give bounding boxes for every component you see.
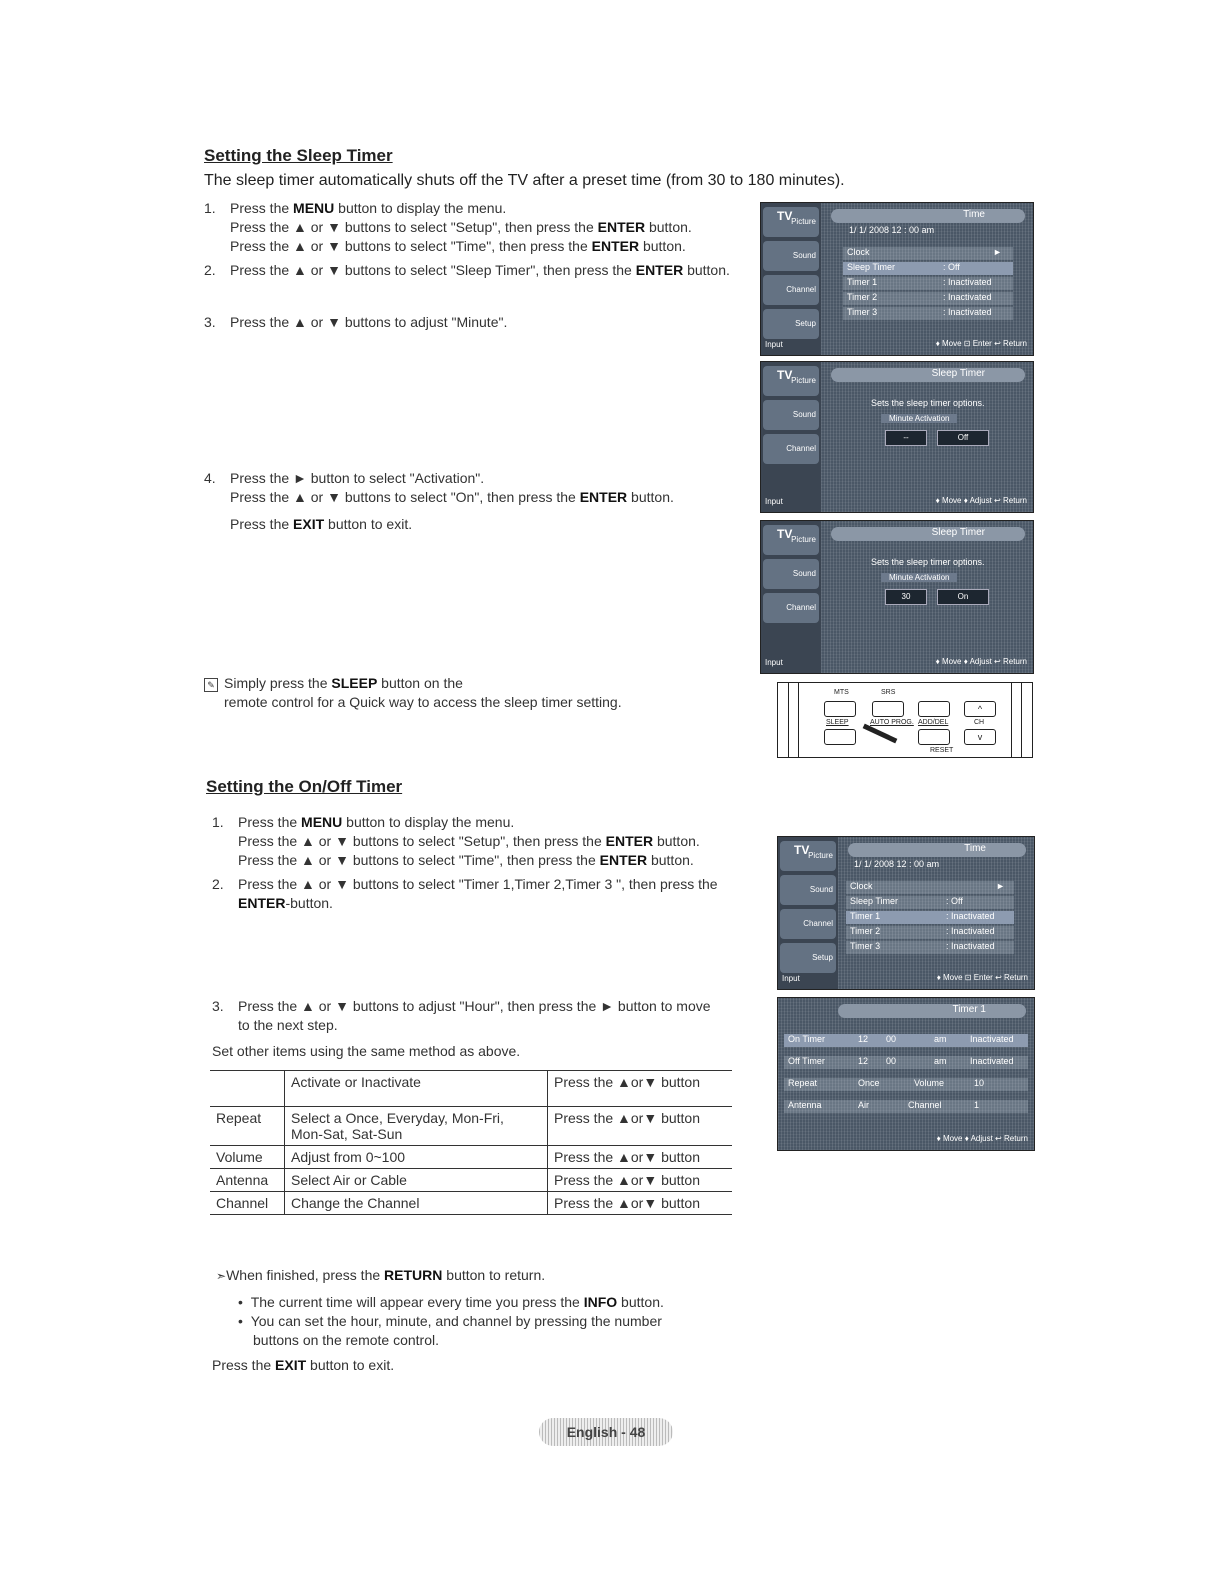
remote-edge (798, 683, 799, 757)
step-number: 1. (212, 814, 224, 830)
menu-footer: ♦ Move ⊡ Enter ↩ Return (936, 973, 1028, 982)
enter-key: ENTER (597, 219, 646, 235)
bullet-icon: • (238, 1294, 251, 1310)
step-text: Press the ▲ or ▼ buttons to select "Setup", then press the (230, 219, 598, 235)
ch-up-button: ^ (964, 701, 996, 717)
sleep-step-4-exit (230, 515, 412, 534)
step-number: 3. (212, 998, 224, 1014)
enter-key: ENTER (238, 895, 286, 911)
exit-key: EXIT (275, 1357, 307, 1373)
bullet-text: button. (617, 1294, 664, 1310)
table-cell: Repeat (210, 1107, 285, 1146)
table-cell: Antenna (210, 1169, 285, 1192)
minute-value: -- (885, 430, 927, 446)
menu-key: MENU (293, 200, 335, 216)
tv-timer1-screenshot (777, 997, 1035, 1151)
step-text: button to display the menu. (342, 814, 515, 830)
table-row (210, 1169, 732, 1192)
menu-row-sleep-timer: Sleep Timer : Off (843, 262, 1013, 275)
step-text: button. (645, 219, 692, 235)
step-text: -button. (285, 895, 333, 911)
menu-title: Sleep Timer (831, 527, 1025, 541)
step-text: button. (627, 489, 674, 505)
step-text: Press the ▲ or ▼ buttons to select "Setup", then press the (238, 833, 606, 849)
step-text: Press the ▲ or ▼ buttons to adjust "Hour", then press the ► button to move (238, 998, 711, 1014)
tv-logo: TV (794, 843, 810, 857)
menu-subtitle: Sets the sleep timer options. (871, 557, 985, 567)
bullet-text: buttons on the remote control. (253, 1332, 439, 1348)
reset-label: RESET (930, 747, 954, 754)
table-cell: Press the ▲or▼ button (548, 1169, 733, 1192)
note-text: button to return. (442, 1267, 546, 1283)
bullet-icon: • (238, 1313, 251, 1329)
table-row (210, 1146, 732, 1169)
set-other-items: Set other items using the same method as above. (212, 1043, 521, 1059)
menu-key: MENU (301, 814, 343, 830)
side-item-channel: Channel (763, 593, 819, 623)
table-cell: Press the ▲or▼ button (548, 1107, 733, 1146)
table-cell: Press the ▲or▼ button (548, 1071, 733, 1107)
menu-row-clock: Clock ► (846, 881, 1014, 894)
side-item-setup: Setup (763, 309, 819, 339)
side-item-sound: Sound (763, 559, 819, 589)
side-item-sound: Sound (780, 875, 836, 905)
side-item-sound: Sound (763, 241, 819, 271)
menu-title: Sleep Timer (831, 368, 1025, 382)
side-item-picture: Picture (780, 841, 836, 871)
bullet-text: You can set the hour, minute, and channel by pressing the number (250, 1313, 662, 1329)
menu-title: Time (848, 843, 1026, 857)
remote-edge (1011, 683, 1012, 757)
column-headers: Minute Activation (881, 573, 957, 582)
tv-side-menu (761, 203, 821, 355)
exit-key: EXIT (293, 516, 325, 532)
sleep-timer-heading: Setting the Sleep Timer (204, 146, 393, 165)
page-number-badge: English - 48 (539, 1418, 673, 1446)
table-cell: Change the Channel (285, 1192, 548, 1215)
return-key: RETURN (384, 1267, 443, 1283)
tv-time-menu-screenshot (760, 202, 1034, 356)
srs-button (872, 701, 904, 717)
onoff-step-3 (212, 997, 711, 1035)
sleep-label: SLEEP (826, 719, 849, 726)
step-text: button. (653, 833, 700, 849)
info-key: INFO (583, 1294, 618, 1310)
sleep-step-3 (204, 313, 507, 332)
onoff-step-1 (212, 813, 700, 870)
table-cell: Press the ▲or▼ button (548, 1192, 733, 1215)
menu-row-timer-1: Timer 1 : Inactivated (846, 911, 1014, 924)
tv-logo: TV (777, 209, 793, 223)
table-cell (210, 1071, 285, 1107)
side-item-channel: Channel (780, 909, 836, 939)
enter-key: ENTER (579, 489, 628, 505)
step-text: Press the ▲ or ▼ buttons to select "Time", then press the (230, 238, 592, 254)
menu-subtitle: Sets the sleep timer options. (871, 398, 985, 408)
menu-footer: ♦ Move ⊡ Enter ↩ Return (935, 339, 1027, 348)
step-text: button to exit. (324, 516, 413, 532)
timer-options-table (210, 1070, 732, 1215)
autoprog-label: AUTO PROG. (870, 719, 914, 726)
enter-key: ENTER (599, 852, 648, 868)
step-text: button. (683, 262, 730, 278)
step-text: Press the ▲ or ▼ buttons to select "Time", then press the (238, 852, 600, 868)
note-text: When finished, press the (226, 1267, 385, 1283)
menu-row-timer-2: Timer 2 : Inactivated (846, 926, 1014, 939)
bullet-list (238, 1293, 664, 1350)
note-arrow-icon: ➣ (216, 1269, 227, 1283)
step-text: button. (639, 238, 686, 254)
activation-value: On (937, 589, 989, 605)
tv-sleep-timer-screenshot-1 (760, 361, 1034, 513)
menu-row-timer-2: Timer 2 : Inactivated (843, 292, 1013, 305)
side-item-input: Input (765, 658, 783, 667)
table-row (210, 1107, 732, 1146)
side-item-channel: Channel (763, 434, 819, 464)
step-number: 3. (204, 314, 216, 330)
sleep-step-1 (204, 199, 692, 256)
note-icon: ✎ (204, 678, 218, 692)
adddel-label: ADD/DEL (918, 719, 949, 726)
note-text: button to exit. (306, 1357, 395, 1373)
side-item-channel: Channel (763, 275, 819, 305)
timer-row-antenna: Antenna Air Channel 1 (784, 1100, 1028, 1113)
sleep-step-2 (204, 261, 730, 280)
step-text: Press the ▲ or ▼ buttons to adjust "Minute". (230, 314, 508, 330)
timer-row-repeat: Repeat Once Volume 10 (784, 1078, 1028, 1091)
note-text: Press the (212, 1357, 276, 1373)
side-item-picture: Picture (763, 366, 819, 396)
enter-key: ENTER (605, 833, 654, 849)
side-item-picture: Picture (763, 207, 819, 237)
remote-edge (788, 683, 789, 757)
clock-readout: 1/ 1/ 2008 12 : 00 am (849, 225, 935, 235)
bullet-text: The current time will appear every time you press the (250, 1294, 584, 1310)
onoff-timer-heading: Setting the On/Off Timer (206, 777, 403, 796)
timer-row-off: Off Timer 12 00 am Inactivated (784, 1056, 1028, 1069)
step-text: to the next step. (238, 1017, 338, 1033)
mts-button (824, 701, 856, 717)
side-item-input: Input (782, 974, 800, 983)
blank-button (918, 701, 950, 717)
enter-key: ENTER (635, 262, 684, 278)
step-text: button. (647, 852, 694, 868)
ch-down-button: v (964, 729, 996, 745)
activation-value: Off (937, 430, 989, 446)
menu-title: Timer 1 (838, 1004, 1026, 1018)
step-number: 2. (212, 876, 224, 892)
menu-footer: ♦ Move ♦ Adjust ↩ Return (935, 496, 1027, 505)
timer-row-on: On Timer 12 00 am Inactivated (784, 1034, 1028, 1047)
sleep-step-4 (204, 469, 674, 507)
table-cell: Select Air or Cable (285, 1169, 548, 1192)
remote-control-illustration (777, 682, 1033, 758)
sleep-quick-note (204, 674, 622, 712)
sleep-button (824, 729, 856, 745)
tv-sleep-timer-screenshot-2 (760, 520, 1034, 674)
menu-footer: ♦ Move ♦ Adjust ↩ Return (936, 1134, 1028, 1143)
sleep-timer-intro: The sleep timer automatically shuts off the TV after a preset time (from 30 to 180 minutes). (204, 172, 845, 189)
side-item-sound: Sound (763, 400, 819, 430)
tv-logo: TV (777, 527, 793, 541)
srs-label: SRS (881, 689, 896, 696)
tv-logo: TV (777, 368, 793, 382)
return-note (216, 1266, 545, 1286)
step-number: 1. (204, 200, 216, 216)
mts-label: MTS (834, 689, 849, 696)
step-text: Press the ▲ or ▼ buttons to select "Timer 1,Timer 2,Timer 3 ", then press the (238, 876, 718, 892)
table-cell: Press the ▲or▼ button (548, 1146, 733, 1169)
menu-row-sleep-timer: Sleep Timer : Off (846, 896, 1014, 909)
table-cell: Channel (210, 1192, 285, 1215)
exit-note (212, 1356, 394, 1375)
step-text: Press the (238, 814, 302, 830)
step-number: 4. (204, 470, 216, 486)
onoff-step-2 (212, 875, 718, 913)
tv-time-menu-screenshot-2 (777, 836, 1035, 990)
step-text: button to display the menu. (334, 200, 507, 216)
step-text: Press the ► button to select "Activation". (230, 470, 485, 486)
side-item-setup: Setup (780, 943, 836, 973)
table-row (210, 1192, 732, 1215)
note-text: Simply press the (224, 675, 332, 691)
step-text: Press the (230, 200, 294, 216)
step-text: Press the ▲ or ▼ buttons to select "On", then press the (230, 489, 580, 505)
step-number: 2. (204, 262, 216, 278)
menu-footer: ♦ Move ♦ Adjust ↩ Return (935, 657, 1027, 666)
menu-row-timer-3: Timer 3 : Inactivated (846, 941, 1014, 954)
tv-side-menu (761, 521, 821, 673)
menu-row-timer-3: Timer 3 : Inactivated (843, 307, 1013, 320)
clock-readout: 1/ 1/ 2008 12 : 00 am (854, 859, 940, 869)
minute-value: 30 (885, 589, 927, 605)
step-text: Press the ▲ or ▼ buttons to select "Sleep Timer", then press the (230, 262, 636, 278)
menu-row-clock: Clock ► (843, 247, 1013, 260)
table-cell: Adjust from 0~100 (285, 1146, 548, 1169)
side-item-input: Input (765, 497, 783, 506)
enter-key: ENTER (591, 238, 640, 254)
sleep-key: SLEEP (331, 675, 378, 691)
table-cell: Activate or Inactivate (285, 1071, 548, 1107)
step-text: Press the (230, 516, 294, 532)
side-item-picture: Picture (763, 525, 819, 555)
remote-edge (1021, 683, 1022, 757)
ch-label: CH (974, 719, 985, 726)
note-text: remote control for a Quick way to access the sleep timer setting. (224, 694, 622, 710)
menu-row-timer-1: Timer 1 : Inactivated (843, 277, 1013, 290)
column-headers: Minute Activation (881, 414, 957, 423)
table-cell: Volume (210, 1146, 285, 1169)
table-cell: Select a Once, Everyday, Mon-Fri, Mon-Sat, Sat-Sun (285, 1107, 548, 1146)
side-item-input: Input (765, 340, 783, 349)
note-text: button on the (377, 675, 463, 691)
tv-side-menu (761, 362, 821, 512)
table-row (210, 1071, 732, 1107)
adddel-button (918, 729, 950, 745)
pointer-hand-icon (863, 724, 898, 744)
menu-title: Time (831, 209, 1025, 223)
tv-side-menu (778, 837, 838, 989)
